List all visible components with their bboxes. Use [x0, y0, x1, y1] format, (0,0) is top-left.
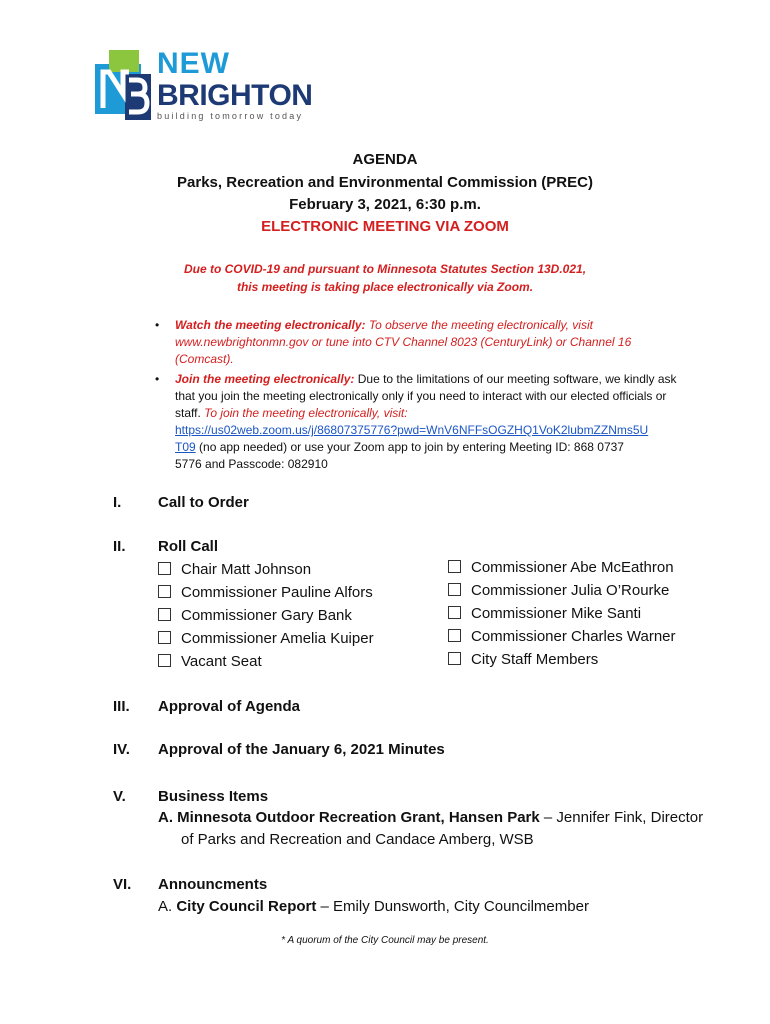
checkbox[interactable]: [448, 629, 461, 642]
section-num-5: V.: [113, 788, 126, 805]
section-title-4: Approval of the January 6, 2021 Minutes: [158, 741, 445, 758]
join-bullet: [175, 371, 680, 473]
watch-label: Watch the meeting electronically:: [175, 318, 366, 332]
roll-call-right-column: [448, 556, 676, 671]
quorum-footnote: * A quorum of the City Council may be present.: [281, 935, 489, 946]
announcement-item-a-title: City Council Report: [176, 898, 317, 915]
logo-text-new: NEW: [157, 47, 230, 80]
roll-item: Commissioner Julia O’Rourke: [448, 579, 676, 602]
section-title-2: Roll Call: [158, 538, 219, 555]
roll-item: Commissioner Abe McEathron: [448, 556, 676, 579]
watch-text: To observe the meeting electronically, visit www.newbrightonmn.gov or tune into CTV Channel 8023 (CenturyLink) or Channel 16 (Comcast).: [175, 318, 632, 366]
logo-tagline: building tomorrow today: [157, 111, 304, 121]
roll-item: Commissioner Amelia Kuiper: [158, 627, 374, 650]
commission-name: Parks, Recreation and Environmental Commission (PREC): [177, 174, 593, 191]
bullet-icon: •: [155, 318, 160, 332]
section-title-6: Announcments: [158, 876, 268, 893]
join-text: Due to the limitations of our meeting software, we kindly ask that you join the meeting electronically only if you need to interact with our elected officials or staff.: [175, 372, 677, 420]
covid-notice-line1: Due to COVID-19 and pursuant to Minnesota Statutes Section 13D.021,: [183, 262, 587, 276]
section-title-3: Approval of Agenda: [158, 698, 300, 715]
roll-item: Vacant Seat: [158, 650, 374, 673]
join-visit: To join the meeting electronically, visit:: [204, 406, 408, 420]
checkbox[interactable]: [158, 654, 171, 667]
business-item-a-presenters: – Jennifer Fink, Director: [539, 809, 704, 826]
zoom-link[interactable]: https://us02web.zoom.us/j/86807375776?pwd=WnV6NFFsOGZHQ1VoK2lubmZZNms5U: [175, 423, 649, 437]
checkbox[interactable]: [158, 631, 171, 644]
bullet-icon: •: [155, 372, 160, 386]
announcement-item-a: A. City Council Report – Emily Dunsworth, City Councilmember: [158, 898, 589, 915]
zoom-link-end[interactable]: T09: [175, 440, 196, 454]
section-num-6: VI.: [113, 876, 132, 893]
checkbox[interactable]: [158, 585, 171, 598]
section-title-1: Call to Order: [158, 494, 249, 511]
roll-item: Commissioner Pauline Alfors: [158, 581, 374, 604]
roll-item: Chair Matt Johnson: [158, 558, 374, 581]
checkbox[interactable]: [448, 560, 461, 573]
covid-notice-line2: this meeting is taking place electronically via Zoom.: [236, 280, 534, 294]
join-label: Join the meeting electronically:: [175, 372, 355, 386]
roll-item: Commissioner Charles Warner: [448, 625, 676, 648]
logo-text-brighton: BRIGHTON: [157, 79, 313, 112]
meeting-type: ELECTRONIC MEETING VIA ZOOM: [261, 218, 509, 235]
business-item-a: [158, 807, 703, 829]
new-brighton-logo: [95, 47, 325, 125]
meeting-date: February 3, 2021, 6:30 p.m.: [289, 196, 481, 213]
section-num-1: I.: [113, 494, 122, 511]
checkbox[interactable]: [158, 608, 171, 621]
section-title-5: Business Items: [158, 788, 269, 805]
business-item-a-line2: of Parks and Recreation and Candace Amberg, WSB: [181, 831, 534, 848]
checkbox[interactable]: [448, 583, 461, 596]
roll-item: Commissioner Mike Santi: [448, 602, 676, 625]
logo-mark-icon: [95, 50, 155, 122]
roll-call-left-column: [158, 558, 374, 673]
checkbox[interactable]: [448, 606, 461, 619]
agenda-title: AGENDA: [352, 151, 418, 168]
section-num-3: III.: [113, 698, 130, 715]
watch-bullet: [175, 317, 680, 368]
roll-item: Commissioner Gary Bank: [158, 604, 374, 627]
section-num-4: IV.: [113, 741, 130, 758]
checkbox[interactable]: [158, 562, 171, 575]
roll-item: City Staff Members: [448, 648, 676, 671]
section-num-2: II.: [113, 538, 126, 555]
join-after: (no app needed) or use your Zoom app to join by entering Meeting ID: 868 0737: [199, 440, 624, 454]
business-item-a-title: A. Minnesota Outdoor Recreation Grant, Hansen Park: [158, 809, 540, 826]
join-after2: 5776 and Passcode: 082910: [175, 457, 328, 471]
checkbox[interactable]: [448, 652, 461, 665]
announcement-item-a-presenter: – Emily Dunsworth, City Councilmember: [316, 898, 589, 915]
